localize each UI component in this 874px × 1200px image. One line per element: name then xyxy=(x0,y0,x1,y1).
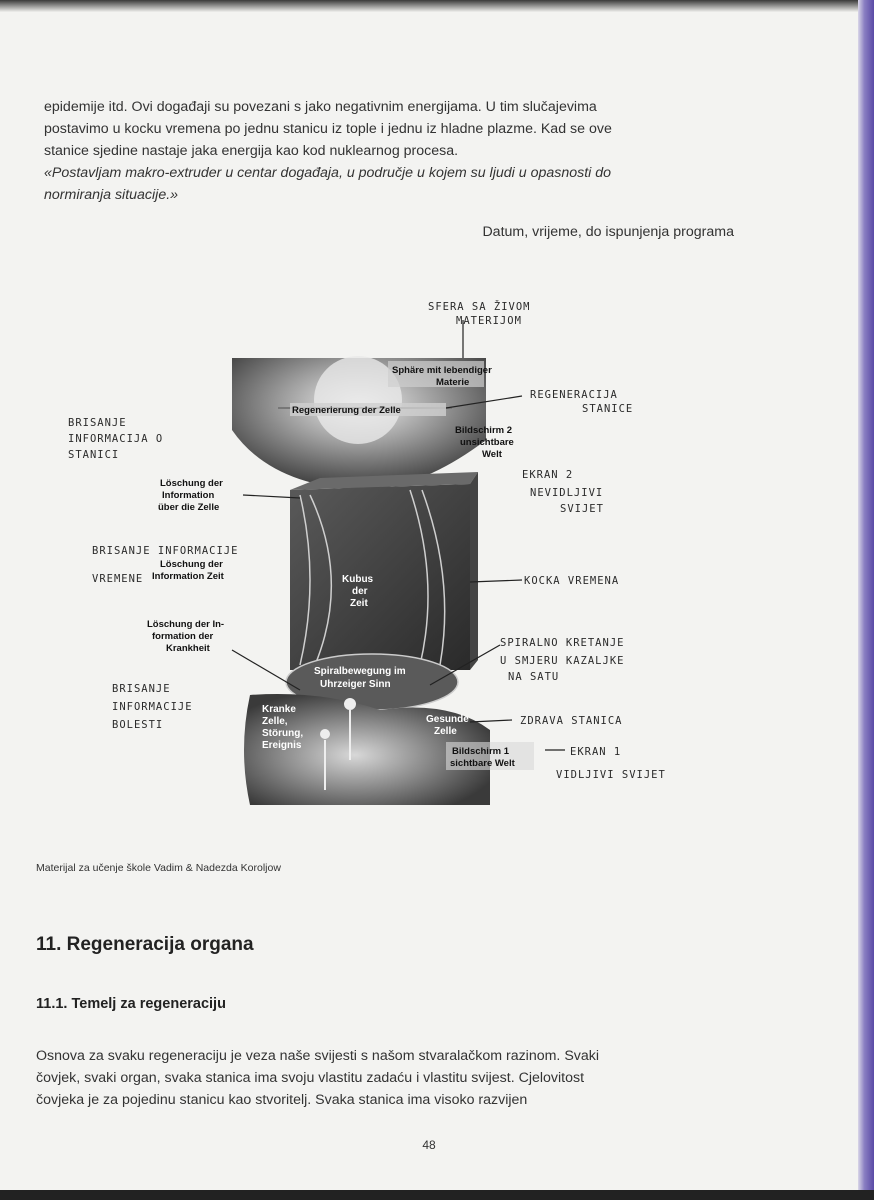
svg-text:SVIJET: SVIJET xyxy=(560,503,604,515)
handwritten-kocka: KOCKA VREMENA xyxy=(524,575,620,587)
svg-text:Krankheit: Krankheit xyxy=(166,643,210,654)
label-loeschung-zeit: Löschung der xyxy=(160,559,223,570)
svg-text:Ereignis: Ereignis xyxy=(262,740,302,751)
svg-text:U SMJERU KAZALJKE: U SMJERU KAZALJKE xyxy=(500,655,625,667)
svg-text:Zelle,: Zelle, xyxy=(262,716,288,727)
svg-text:Welt: Welt xyxy=(482,449,502,460)
label-kubus: Kubus xyxy=(342,574,374,585)
handwritten-brisanje-bolesti: BRISANJE xyxy=(112,683,171,695)
intro-paragraph: epidemije itd. Ovi događaji su povezani s jako negativnim energijama. U tim slučajevima postavimo u kocku vremena po jednu stanicu iz tople i jednu iz hladne plazme. Kad se ove stanice sjedine nastaje jaka energija kao kod nuklearnog procesa. «Postavljam makro-extruder u centar događaja, u područje u kojem su ljudi u opasnosti do normiranja situacije.» xyxy=(44,96,750,206)
datum-line: Datum, vrijeme, do ispunjenja programa xyxy=(482,224,734,240)
svg-text:Zelle: Zelle xyxy=(434,726,457,737)
handwritten-zdrava: ZDRAVA STANICA xyxy=(520,715,623,727)
subsection-heading: 11.1. Temelj za regeneraciju xyxy=(36,996,226,1012)
svg-text:Uhrzeiger Sinn: Uhrzeiger Sinn xyxy=(320,679,391,690)
scan-bottom-edge xyxy=(0,1190,874,1200)
label-loeschung-zelle: Löschung der xyxy=(160,478,223,489)
label-loeschung-krankheit: Löschung der In- xyxy=(147,619,225,630)
svg-text:NEVIDLJIVI: NEVIDLJIVI xyxy=(530,487,604,499)
quote-line: «Postavljam makro-extruder u centar događaja, u područje u kojem su ljudi u opasnosti do xyxy=(44,165,612,181)
handwritten-spiralno: SPIRALNO KRETANJE xyxy=(500,637,625,649)
svg-text:unsichtbare: unsichtbare xyxy=(460,437,514,448)
svg-text:VREMENE: VREMENE xyxy=(92,573,144,585)
label-gesunde-zelle: Gesunde xyxy=(426,714,469,725)
svg-text:INFORMACIJE: INFORMACIJE xyxy=(112,701,193,713)
svg-text:Information: Information xyxy=(162,490,215,501)
svg-text:STANICI: STANICI xyxy=(68,449,120,461)
handwritten-ekran2: EKRAN 2 xyxy=(522,469,574,481)
label-spiralbewegung: Spiralbewegung im xyxy=(314,666,406,677)
label-kranke-zelle: Kranke xyxy=(262,704,296,715)
regeneration-diagram xyxy=(0,290,858,810)
svg-text:INFORMACIJA O: INFORMACIJA O xyxy=(68,433,164,445)
svg-text:formation der: formation der xyxy=(152,631,214,642)
section-heading: 11. Regeneracija organa xyxy=(36,934,254,955)
svg-text:der: der xyxy=(352,586,368,597)
label-regenerierung: Regenerierung der Zelle xyxy=(292,405,401,416)
svg-text:VIDLJIVI SVIJET: VIDLJIVI SVIJET xyxy=(556,769,666,781)
svg-text:Information Zeit: Information Zeit xyxy=(152,571,224,582)
svg-text:über die Zelle: über die Zelle xyxy=(158,502,220,513)
label-bildschirm2: Bildschirm 2 xyxy=(455,425,513,436)
figure-caption: Materijal za učenje škole Vadim & Nadezda Koroljow xyxy=(36,862,281,874)
quote-line: normiranja situacije.» xyxy=(44,187,179,203)
body-paragraph: Osnova za svaku regeneraciju je veza naše svijesti s našom stvaralačkom razinom. Svaki čovjek, svaki organ, svaka stanica ima svoju vlastitu zadaću i vlastitu svijest. Cjelovitost čovjeka je za pojedinu stanicu kao stvoritelj. Svaka stanica ima visoko razvijen xyxy=(36,1048,600,1108)
svg-text:BOLESTI: BOLESTI xyxy=(112,719,164,731)
book-spine-edge xyxy=(858,0,874,1200)
label-sphaere: Sphäre mit lebendiger xyxy=(392,365,492,376)
svg-text:Materie: Materie xyxy=(436,377,470,388)
svg-text:NA SATU: NA SATU xyxy=(508,671,560,683)
handwritten-ekran1: EKRAN 1 xyxy=(570,746,622,758)
svg-text:Störung,: Störung, xyxy=(262,728,304,739)
label-bildschirm1: Bildschirm 1 xyxy=(452,746,510,757)
svg-text:STANICE: STANICE xyxy=(582,403,634,415)
svg-text:Zeit: Zeit xyxy=(350,598,368,609)
scan-top-edge xyxy=(0,0,874,12)
page-number: 48 xyxy=(422,1138,436,1152)
handwritten-brisanje-vremena: BRISANJE INFORMACIJE xyxy=(92,545,239,557)
handwritten-regeneracija: REGENERACIJA xyxy=(530,389,618,401)
handwritten-sfera: SFERA SA ŽIVOM xyxy=(428,301,531,313)
svg-text:MATERIJOM: MATERIJOM xyxy=(456,315,522,327)
svg-text:sichtbare Welt: sichtbare Welt xyxy=(450,758,515,769)
handwritten-brisanje-stanici: BRISANJE xyxy=(68,417,127,429)
